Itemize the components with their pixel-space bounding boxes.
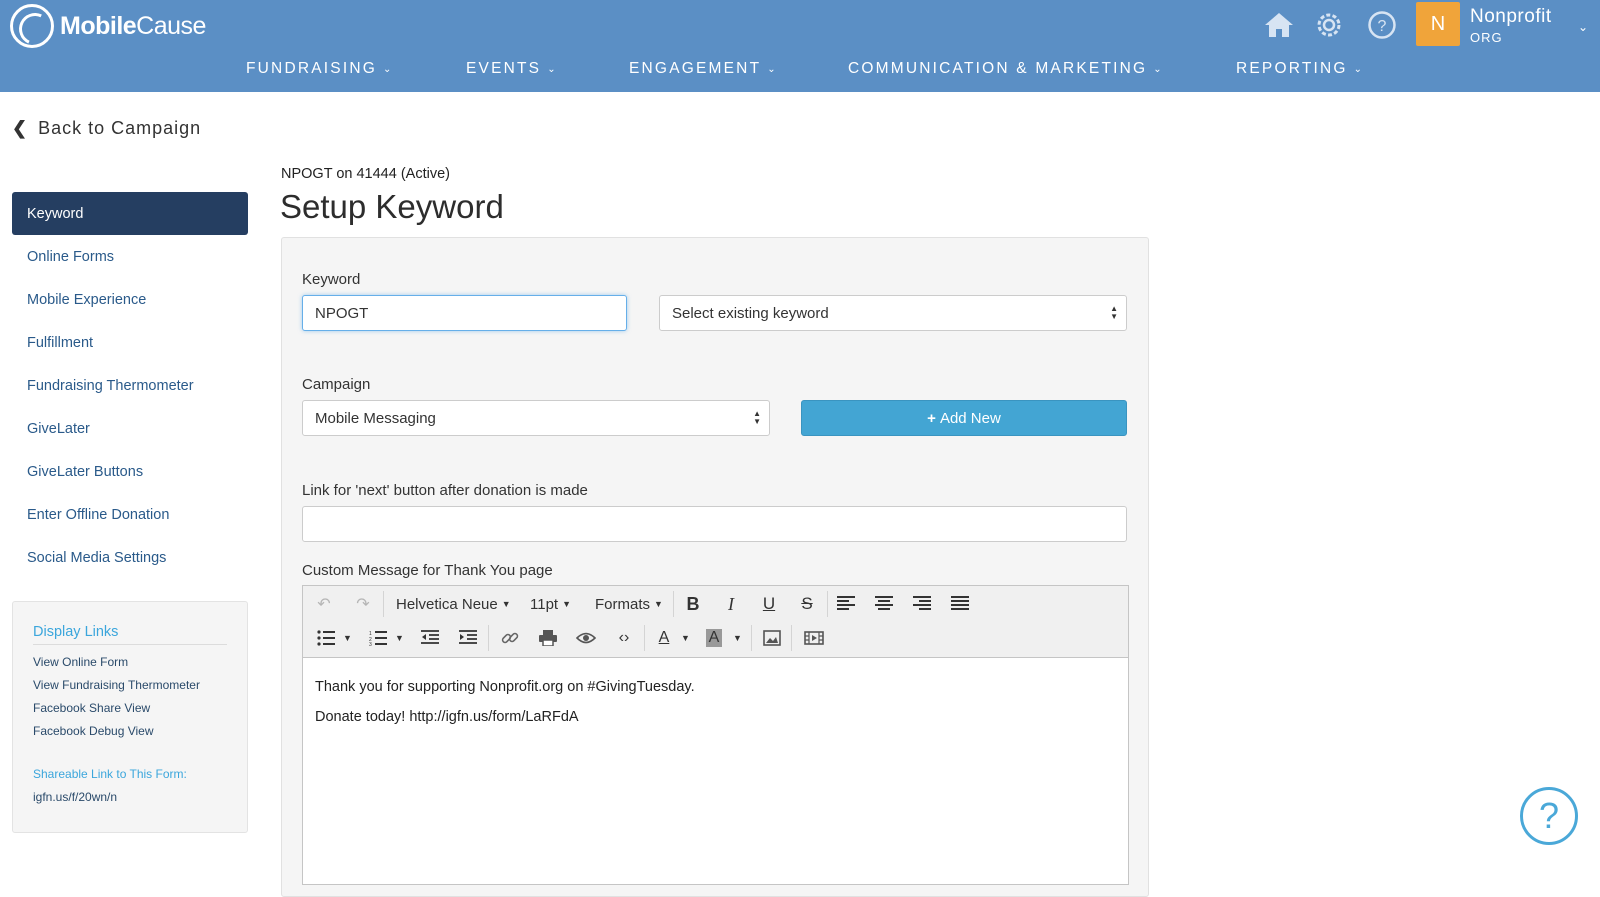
home-icon[interactable] — [1262, 8, 1296, 42]
back-to-campaign-link[interactable]: ❮ Back to Campaign — [12, 118, 202, 138]
sidebar-item-givelater-buttons[interactable]: GiveLater Buttons — [27, 463, 144, 480]
page-title: Setup Keyword — [280, 188, 504, 225]
insert-image-icon[interactable] — [759, 625, 785, 651]
keyword-label: Keyword — [302, 271, 361, 288]
select-arrows-icon: ▲ ▼ — [1110, 304, 1118, 321]
bullet-list-icon[interactable] — [313, 625, 339, 651]
align-right-icon[interactable] — [909, 591, 935, 617]
underline-icon[interactable]: U — [762, 594, 776, 613]
caret-down-icon[interactable]: ▼ — [681, 633, 690, 643]
sidebar-item-fulfillment[interactable]: Fulfillment — [27, 334, 94, 351]
text-color-icon[interactable]: A — [658, 629, 670, 646]
logo-text: MobileCause — [60, 11, 206, 40]
chevron-down-icon: ⌄ — [1153, 63, 1162, 75]
nav-events[interactable]: EVENTS ⌄ — [466, 60, 556, 77]
add-new-button[interactable]: + Add New — [801, 400, 1127, 436]
font-size-dropdown[interactable]: 11pt ▼ — [530, 595, 572, 613]
caret-down-icon[interactable]: ▼ — [343, 633, 352, 643]
nav-engagement[interactable]: ENGAGEMENT ⌄ — [629, 60, 776, 77]
custom-message-label: Custom Message for Thank You page — [302, 562, 553, 579]
align-justify-icon[interactable] — [947, 591, 973, 617]
outdent-icon[interactable] — [417, 625, 443, 651]
sidebar-item-fundraising-thermometer[interactable]: Fundraising Thermometer — [27, 377, 194, 394]
sidebar-nav — [12, 192, 248, 579]
shareable-link-value[interactable]: igfn.us/f/20wn/n — [33, 790, 118, 804]
formats-dropdown[interactable]: Formats ▼ — [595, 595, 663, 613]
nav-communication-marketing[interactable]: COMMUNICATION & MARKETING ⌄ — [848, 60, 1162, 77]
align-center-icon[interactable] — [871, 591, 897, 617]
caret-down-icon: ▼ — [654, 599, 663, 609]
chevron-down-icon: ⌄ — [547, 63, 556, 75]
indent-icon[interactable] — [455, 625, 481, 651]
chevron-down-icon[interactable]: ⌄ — [1578, 20, 1589, 34]
font-family-dropdown[interactable]: Helvetica Neue ▼ — [396, 595, 511, 613]
main-nav — [0, 60, 1600, 84]
nav-fundraising[interactable]: FUNDRAISING ⌄ — [246, 60, 392, 77]
help-circle-icon[interactable] — [1365, 8, 1399, 42]
preview-eye-icon[interactable] — [573, 625, 599, 651]
select-arrows-icon: ▲ ▼ — [753, 409, 761, 426]
strikethrough-icon[interactable]: S — [801, 594, 813, 613]
editor-content[interactable] — [303, 658, 1128, 746]
org-avatar[interactable]: N — [1416, 2, 1460, 46]
svg-text:1: 1 — [369, 631, 372, 637]
rich-text-editor — [302, 585, 1129, 885]
caret-down-icon[interactable]: ▼ — [395, 633, 404, 643]
gear-icon[interactable] — [1312, 8, 1346, 42]
display-links-panel — [12, 601, 248, 833]
help-chat-bubble[interactable]: ? — [1520, 787, 1578, 845]
background-color-icon[interactable]: A — [701, 625, 727, 651]
display-links-title: Display Links — [33, 624, 227, 645]
sidebar-item-mobile-experience[interactable]: Mobile Experience — [27, 291, 147, 308]
chevron-down-icon: ⌄ — [767, 63, 776, 75]
source-code-icon[interactable]: ‹› — [618, 629, 630, 646]
top-header — [0, 0, 1600, 92]
caret-down-icon: ▼ — [562, 599, 572, 609]
bold-icon[interactable]: B — [686, 593, 700, 614]
editor-toolbar — [303, 586, 1128, 658]
next-link-input[interactable] — [302, 506, 1127, 542]
caret-down-icon[interactable]: ▼ — [733, 633, 742, 643]
numbered-list-icon[interactable] — [365, 625, 391, 651]
undo-icon[interactable]: ↶ — [317, 596, 331, 613]
chevron-down-icon: ⌄ — [1353, 63, 1363, 75]
next-link-label: Link for 'next' button after donation is made — [302, 482, 588, 499]
existing-keyword-select[interactable]: Select existing keyword ▲ ▼ — [659, 295, 1127, 331]
view-online-form-link[interactable]: View Online Form — [33, 655, 129, 669]
mobilecause-logo[interactable] — [10, 4, 206, 48]
align-left-icon[interactable] — [833, 591, 859, 617]
print-icon[interactable] — [535, 625, 561, 651]
shareable-link-label: Shareable Link to This Form: — [33, 767, 187, 781]
logo-mark-icon — [10, 4, 54, 48]
keyword-status: NPOGT on 41444 (Active) — [281, 166, 450, 182]
facebook-share-view-link[interactable]: Facebook Share View — [33, 701, 151, 715]
view-fundraising-thermometer-link[interactable]: View Fundraising Thermometer — [33, 678, 200, 692]
svg-text:2: 2 — [369, 637, 372, 643]
svg-text:?: ? — [1377, 18, 1387, 35]
org-name[interactable]: Nonprofit — [1470, 6, 1552, 27]
nav-reporting[interactable]: REPORTING ⌄ — [1236, 60, 1363, 77]
editor-line: Thank you for supporting Nonprofit.org on #GivingTuesday. — [315, 679, 695, 695]
editor-line: Donate today! http://igfn.us/form/LaRFdA — [315, 709, 579, 725]
sidebar-item-social-media-settings[interactable]: Social Media Settings — [27, 549, 167, 566]
facebook-debug-view-link[interactable]: Facebook Debug View — [33, 724, 154, 738]
insert-media-icon[interactable] — [801, 625, 827, 651]
campaign-select[interactable]: Mobile Messaging ▲ ▼ — [302, 400, 770, 436]
caret-down-icon: ▼ — [501, 599, 511, 609]
campaign-label: Campaign — [302, 376, 371, 393]
sidebar-item-online-forms[interactable]: Online Forms — [27, 248, 115, 265]
link-icon[interactable] — [497, 625, 523, 651]
chevron-down-icon: ⌄ — [382, 63, 392, 75]
sidebar-item-enter-offline-donation[interactable]: Enter Offline Donation — [27, 506, 170, 523]
sidebar-item-givelater[interactable]: GiveLater — [27, 420, 90, 437]
sidebar-item-keyword[interactable]: Keyword — [12, 192, 248, 235]
plus-icon: + — [927, 409, 936, 427]
italic-icon[interactable]: I — [728, 593, 734, 614]
redo-icon[interactable]: ↷ — [356, 596, 370, 613]
svg-text:3: 3 — [369, 642, 372, 646]
chevron-left-icon: ❮ — [12, 118, 29, 138]
org-subtitle: ORG — [1470, 30, 1503, 45]
keyword-input[interactable]: NPOGT — [302, 295, 627, 331]
